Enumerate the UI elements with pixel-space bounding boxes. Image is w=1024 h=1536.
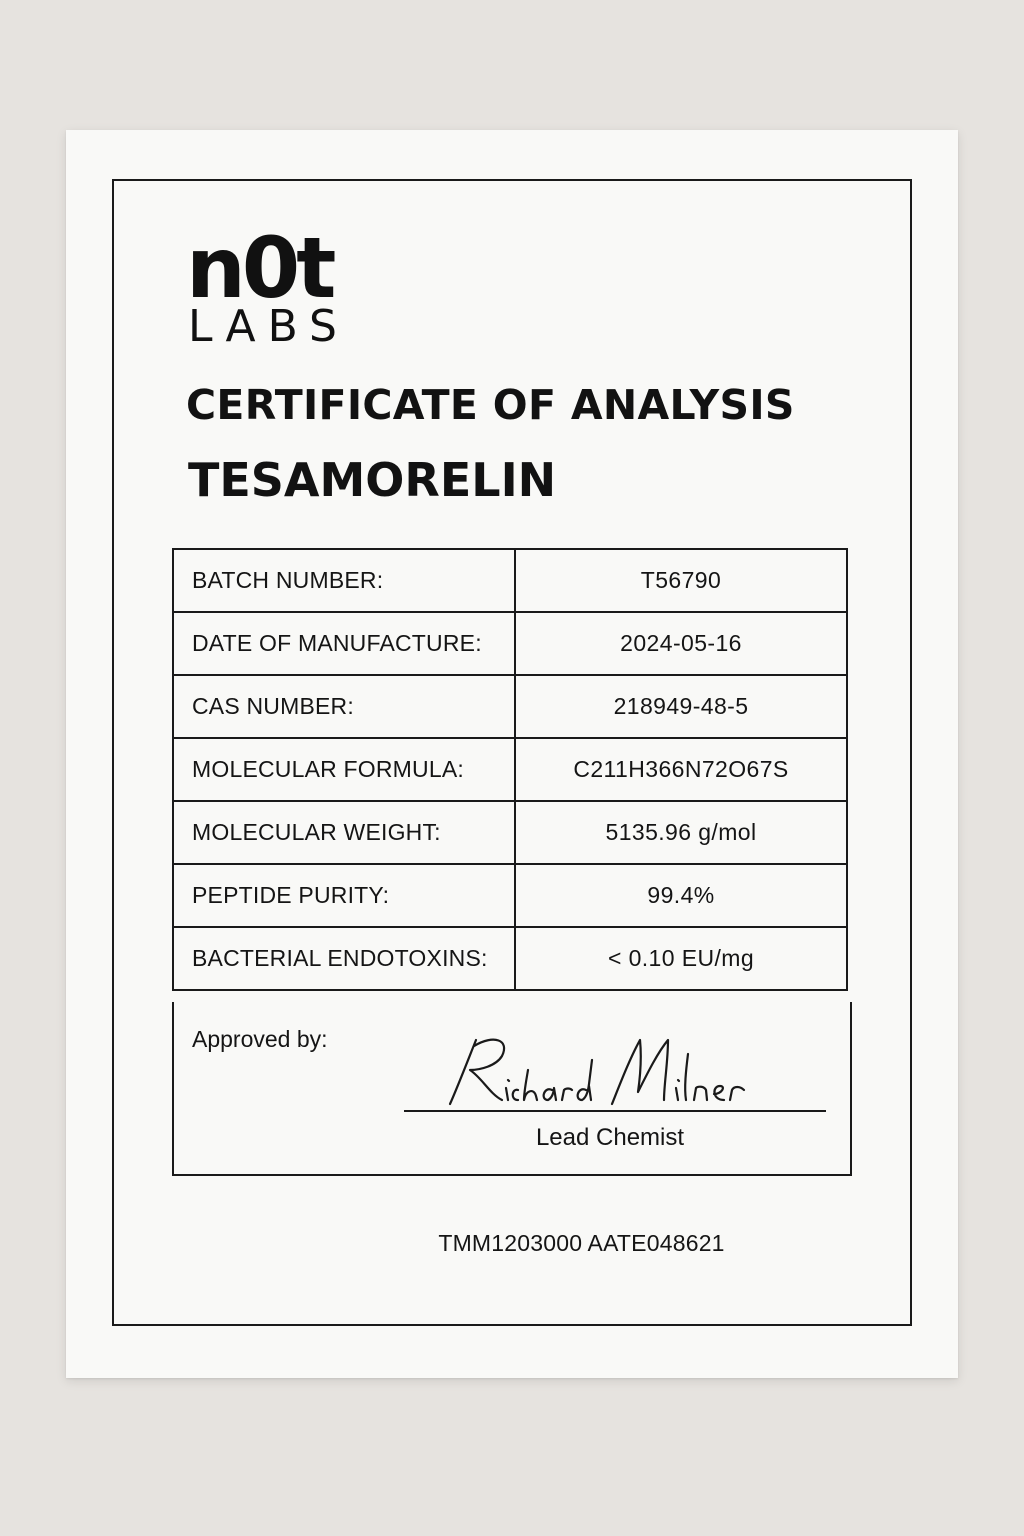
manufacture-date-label: DATE OF MANUFACTURE: bbox=[173, 612, 515, 675]
table-row bbox=[173, 549, 847, 612]
peptide-purity-value: 99.4% bbox=[515, 864, 847, 927]
molecular-weight-label: MOLECULAR WEIGHT: bbox=[173, 801, 515, 864]
table-row bbox=[173, 612, 847, 675]
document-code: TMM1203000 AATE048621 bbox=[438, 1230, 725, 1256]
logo-subtitle: LABS bbox=[188, 301, 349, 352]
peptide-purity-label: PEPTIDE PURITY: bbox=[173, 864, 515, 927]
handwritten-signature bbox=[436, 1026, 776, 1116]
certificate-page bbox=[66, 130, 958, 1378]
analysis-table bbox=[172, 548, 848, 991]
signature-line bbox=[404, 1110, 826, 1112]
table-row bbox=[173, 801, 847, 864]
table-row bbox=[173, 927, 847, 990]
logo-wordmark: n0t bbox=[186, 219, 333, 317]
endotoxins-value: < 0.10 EU/mg bbox=[515, 927, 847, 990]
molecular-formula-label: MOLECULAR FORMULA: bbox=[173, 738, 515, 801]
approved-by-label: Approved by: bbox=[192, 1026, 328, 1052]
document-title: CERTIFICATE OF ANALYSIS bbox=[186, 381, 795, 429]
endotoxins-label: BACTERIAL ENDOTOXINS: bbox=[173, 927, 515, 990]
table-row bbox=[173, 675, 847, 738]
cas-number-label: CAS NUMBER: bbox=[173, 675, 515, 738]
molecular-formula-value: C211H366N72O67S bbox=[515, 738, 847, 801]
molecular-weight-value: 5135.96 g/mol bbox=[515, 801, 847, 864]
cas-number-value: 218949-48-5 bbox=[515, 675, 847, 738]
table-row bbox=[173, 864, 847, 927]
approval-section bbox=[172, 1002, 852, 1176]
signer-title: Lead Chemist bbox=[535, 1124, 685, 1151]
product-name: TESAMORELIN bbox=[188, 453, 557, 507]
table-row bbox=[173, 738, 847, 801]
manufacture-date-value: 2024-05-16 bbox=[515, 612, 847, 675]
batch-number-value: T56790 bbox=[515, 549, 847, 612]
batch-number-label: BATCH NUMBER: bbox=[173, 549, 515, 612]
